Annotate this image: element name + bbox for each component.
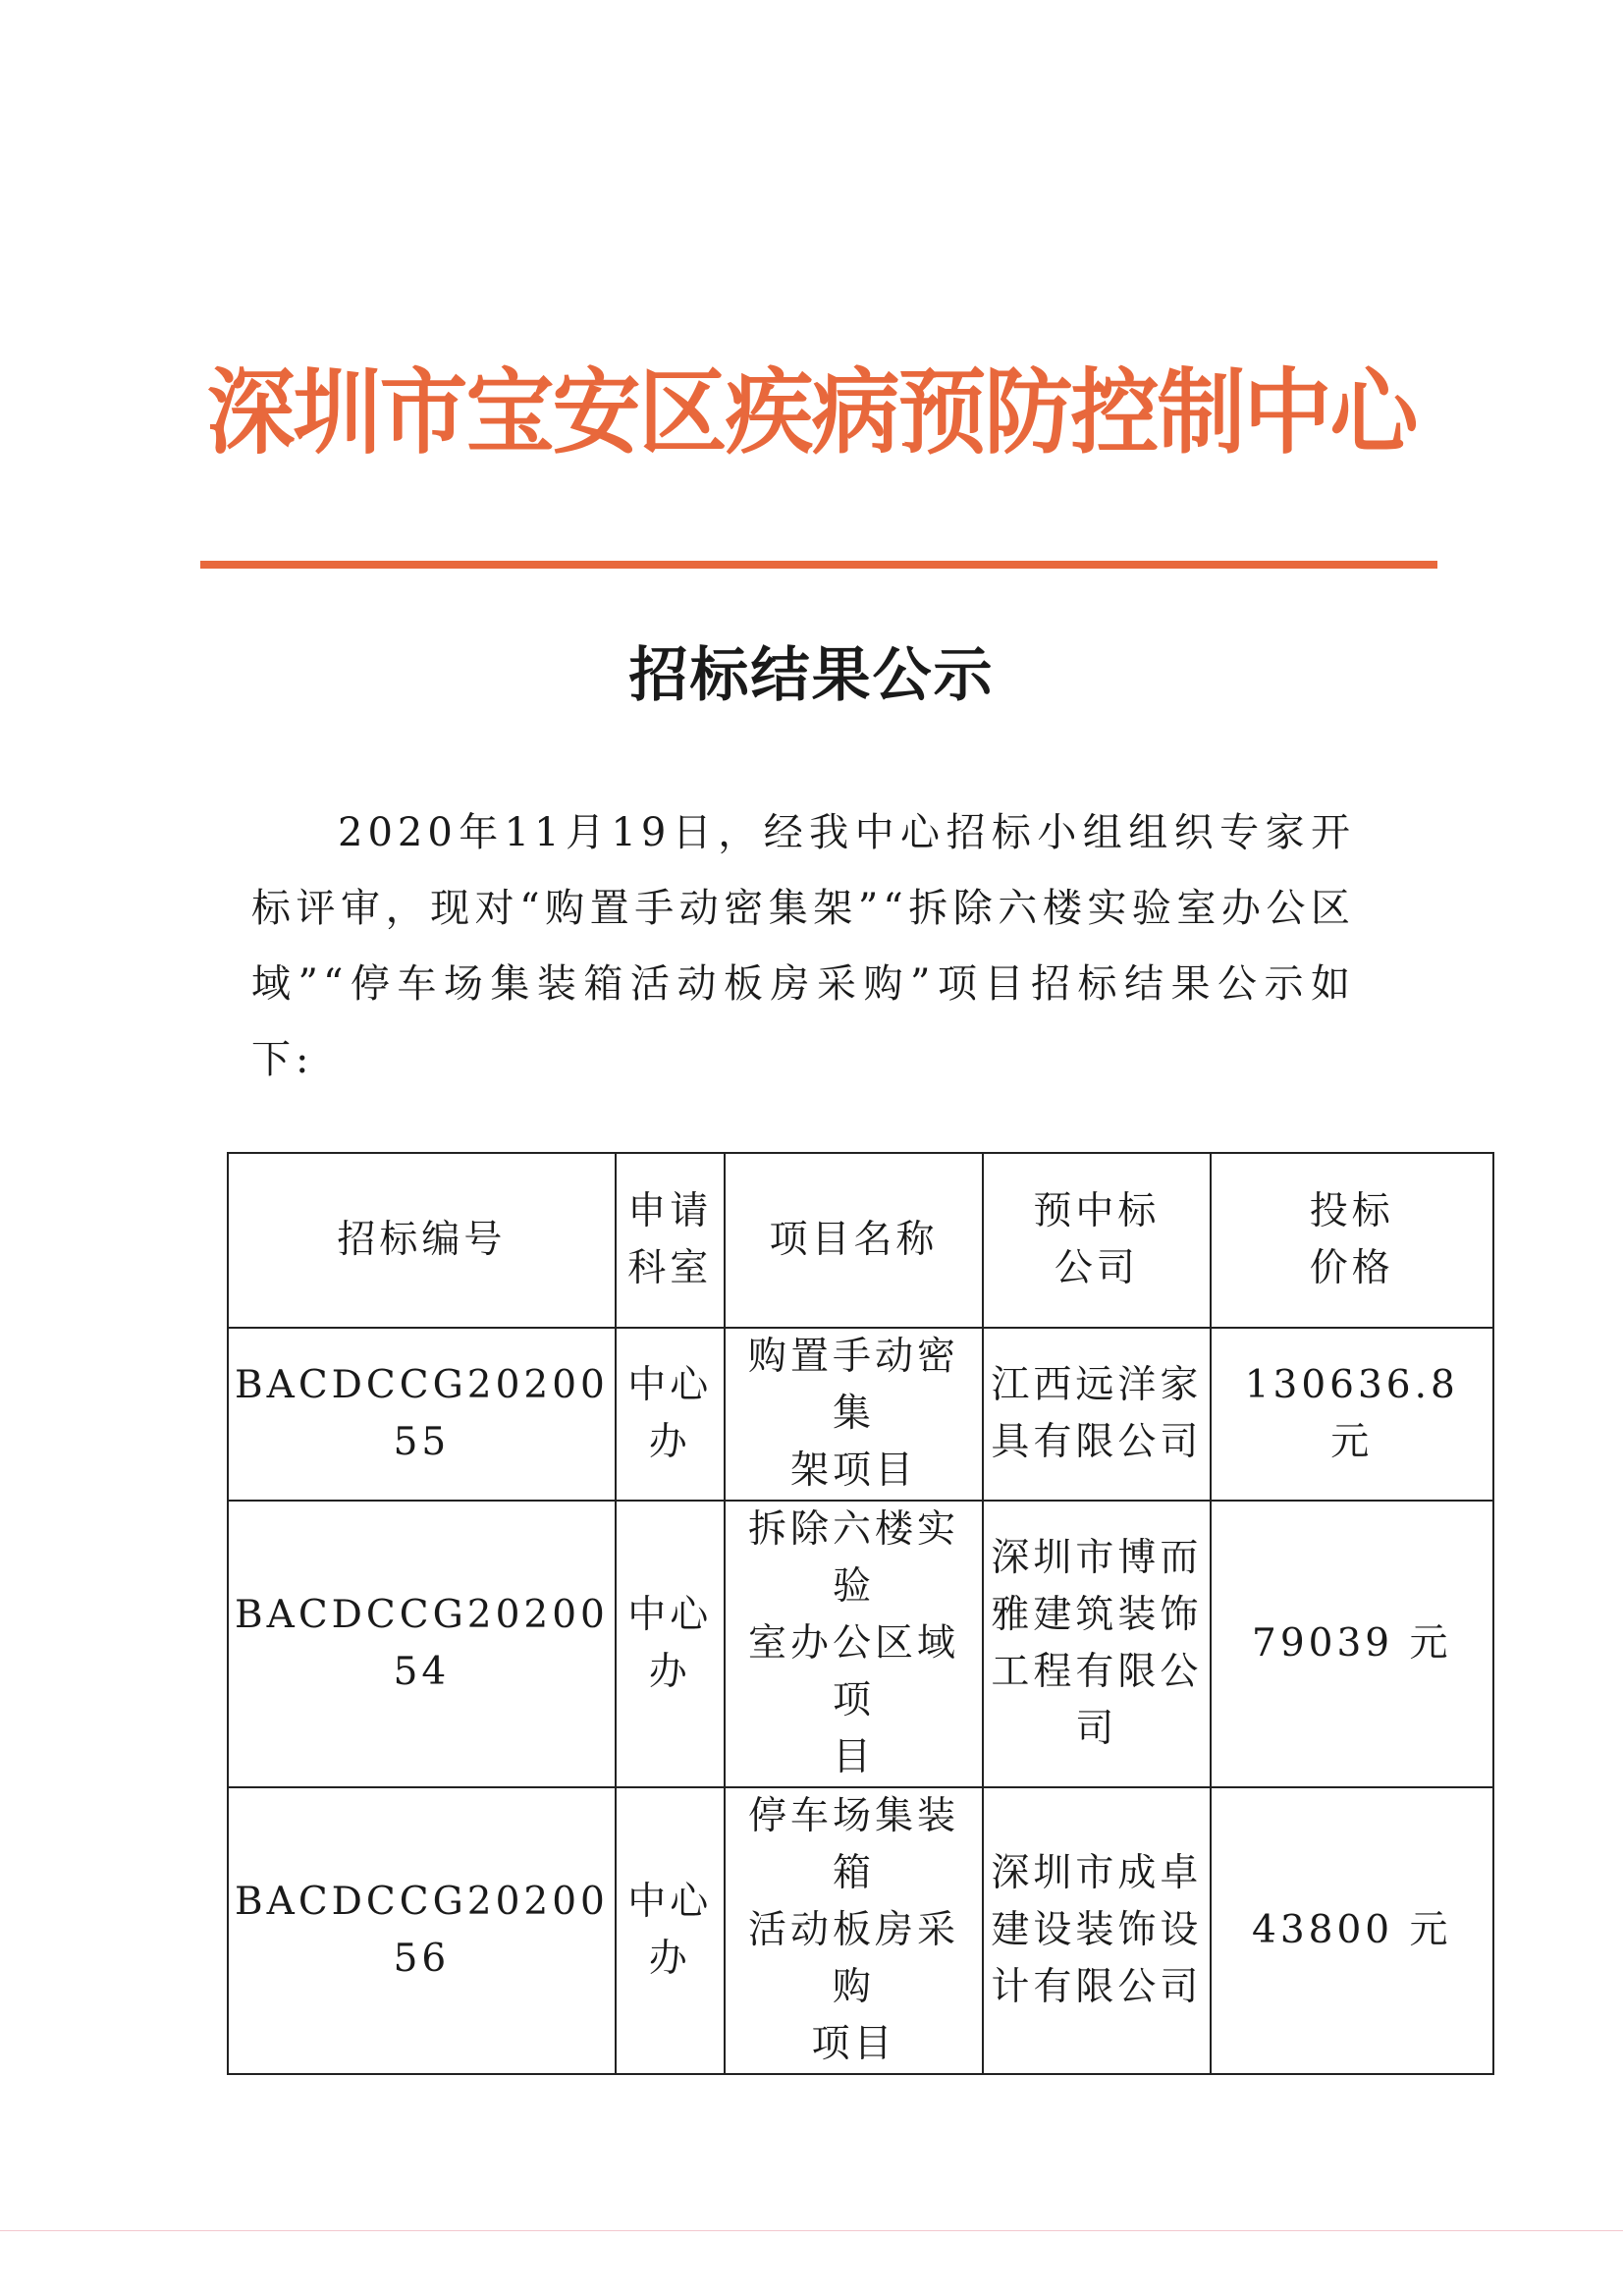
table-row bbox=[228, 1787, 1493, 2074]
company-cell-text: 工程有限公 bbox=[991, 1650, 1203, 1694]
bid-number-cell-text: BACDCCG20200 bbox=[235, 1593, 609, 1637]
project-name-cell bbox=[725, 1787, 983, 2074]
department-cell-text: 中心 bbox=[627, 1363, 713, 1407]
company-cell-text: 深圳市成卓 bbox=[991, 1851, 1203, 1895]
department-cell bbox=[616, 1328, 725, 1501]
letterhead-divider bbox=[200, 561, 1437, 569]
price-cell-text: 79039 元 bbox=[1252, 1621, 1452, 1666]
department-cell-text: 中心 bbox=[627, 1593, 713, 1637]
project-name-cell-text: 室办公区域项 bbox=[747, 1621, 959, 1722]
company-cell bbox=[983, 1787, 1210, 2074]
company-cell-text: 深圳市博而 bbox=[991, 1536, 1203, 1580]
table-row bbox=[228, 1328, 1493, 1501]
project-name-cell-text: 目 bbox=[832, 1735, 875, 1779]
price-cell-text: 130636.8 元 bbox=[1244, 1363, 1459, 1464]
project-name-cell-text: 拆除六楼实验 bbox=[747, 1507, 959, 1609]
project-name-cell-text: 项目 bbox=[811, 2022, 896, 2066]
announcement-paragraph: 2020年11月19日，经我中心招标小组组织专家开标评审，现对“购置手动密集架”“拆除六楼实验室办公区域”“停车场集装箱活动板房采购”项目招标结果公示如下: bbox=[251, 810, 1355, 1082]
header-bid-price bbox=[1211, 1153, 1493, 1328]
bid-number-cell-text: 54 bbox=[393, 1650, 451, 1694]
company-cell bbox=[983, 1328, 1210, 1501]
header-project-name bbox=[725, 1153, 983, 1328]
bid-number-cell-text: 55 bbox=[393, 1420, 451, 1464]
organization-letterhead: 深圳市宝安区疾病预防控制中心 bbox=[206, 357, 1417, 467]
bid-number-cell-text: BACDCCG20200 bbox=[235, 1880, 609, 1924]
price-cell bbox=[1211, 1787, 1493, 2074]
bid-number-cell-text: BACDCCG20200 bbox=[235, 1363, 609, 1407]
price-cell bbox=[1211, 1328, 1493, 1501]
company-cell-text: 建设装饰设 bbox=[991, 1908, 1203, 1952]
department-cell-text: 办 bbox=[648, 1420, 691, 1464]
project-name-cell-text: 购置手动密集 bbox=[747, 1335, 959, 1436]
table-header-row bbox=[228, 1153, 1493, 1328]
department-cell bbox=[616, 1787, 725, 2074]
bid-number-cell bbox=[228, 1328, 616, 1501]
company-cell-text: 计有限公司 bbox=[991, 1965, 1203, 2009]
company-cell-text: 雅建筑装饰 bbox=[991, 1593, 1203, 1637]
table-row bbox=[228, 1501, 1493, 1787]
header-department bbox=[616, 1153, 725, 1328]
header-bid-price-text: 价格 bbox=[1309, 1246, 1394, 1290]
header-winning-company-text: 公司 bbox=[1054, 1246, 1139, 1290]
header-department-text: 科室 bbox=[627, 1246, 713, 1290]
department-cell-text: 办 bbox=[648, 1650, 691, 1694]
header-department-text: 申请 bbox=[627, 1189, 713, 1233]
header-bid-number-text: 招标编号 bbox=[337, 1218, 507, 1262]
company-cell bbox=[983, 1501, 1210, 1787]
project-name-cell-text: 活动板房采购 bbox=[747, 1908, 959, 2009]
header-project-name-text: 项目名称 bbox=[769, 1218, 939, 1262]
document-title: 招标结果公示 bbox=[628, 641, 995, 710]
project-name-cell bbox=[725, 1328, 983, 1501]
header-winning-company-text: 预中标 bbox=[1033, 1189, 1161, 1233]
company-cell-text: 江西远洋家 bbox=[991, 1363, 1203, 1407]
price-cell-text: 43800 元 bbox=[1252, 1908, 1452, 1952]
project-name-cell-text: 停车场集装箱 bbox=[747, 1794, 959, 1895]
bid-number-cell bbox=[228, 1501, 616, 1787]
company-cell-text: 司 bbox=[1075, 1707, 1118, 1751]
project-name-cell-text: 架项目 bbox=[789, 1449, 917, 1493]
header-winning-company bbox=[983, 1153, 1210, 1328]
department-cell-text: 中心 bbox=[627, 1880, 713, 1924]
header-bid-number bbox=[228, 1153, 616, 1328]
page-edge-line bbox=[0, 2230, 1623, 2231]
bid-number-cell-text: 56 bbox=[393, 1937, 451, 1981]
project-name-cell bbox=[725, 1501, 983, 1787]
bid-results-table bbox=[227, 1152, 1494, 2075]
department-cell bbox=[616, 1501, 725, 1787]
department-cell-text: 办 bbox=[648, 1937, 691, 1981]
bid-number-cell bbox=[228, 1787, 616, 2074]
company-cell-text: 具有限公司 bbox=[991, 1420, 1203, 1464]
header-bid-price-text: 投标 bbox=[1309, 1189, 1394, 1233]
price-cell bbox=[1211, 1501, 1493, 1787]
